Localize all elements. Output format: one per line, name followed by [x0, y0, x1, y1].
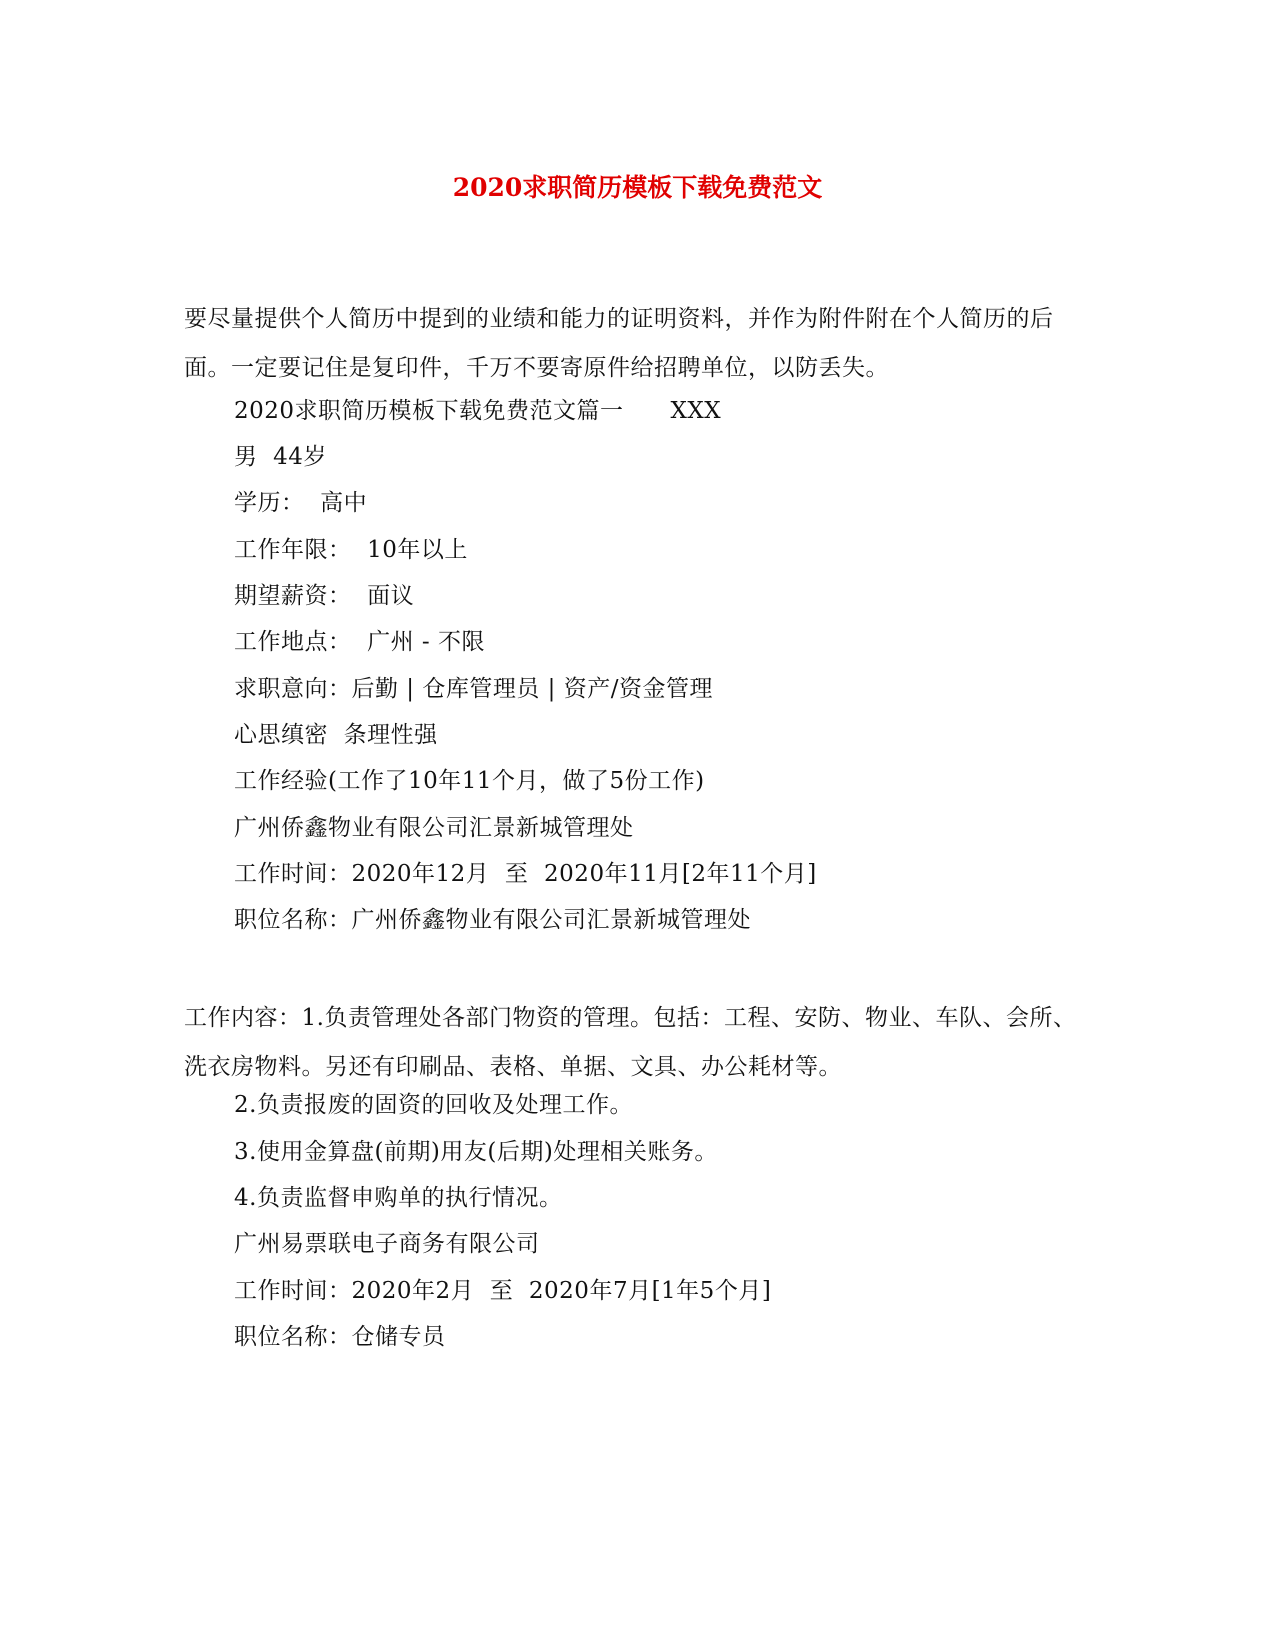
section-heading: 2020求职简历模板下载免费范文篇一 XXX — [234, 398, 722, 424]
education: 学历： 高中 — [234, 490, 368, 516]
job2-company: 广州易票联电子商务有限公司 — [234, 1231, 540, 1257]
experience-summary: 工作经验(工作了10年11个月，做了5份工作) — [234, 768, 705, 794]
job2-time: 工作时间：2020年2月 至 2020年7月[1年5个月] — [234, 1278, 772, 1304]
job1-duty-2: 2.负责报废的固资的回收及处理工作。 — [234, 1092, 633, 1118]
work-years: 工作年限： 10年以上 — [234, 537, 468, 563]
gender-age: 男 44岁 — [234, 444, 327, 470]
expected-salary: 期望薪资： 面议 — [234, 583, 415, 609]
document-title: 2020求职简历模板下载免费范文 — [452, 173, 823, 202]
job1-duty-4: 4.负责监督申购单的执行情况。 — [234, 1185, 563, 1211]
job-intention: 求职意向：后勤 | 仓库管理员 | 资产/资金管理 — [234, 676, 713, 702]
traits: 心思缜密 条理性强 — [234, 722, 438, 748]
job1-time: 工作时间：2020年12月 至 2020年11月[2年11个月] — [234, 861, 817, 887]
work-location: 工作地点： 广州 - 不限 — [234, 629, 486, 655]
job1-position: 职位名称：广州侨鑫物业有限公司汇景新城管理处 — [234, 907, 751, 933]
job2-position: 职位名称：仓储专员 — [234, 1324, 446, 1350]
intro-paragraph: 要尽量提供个人简历中提到的业绩和能力的证明资料，并作为附件附在个人简历的后面。一定要记住是复印件，千万不要寄原件给招聘单位，以防丢失。 — [184, 306, 1054, 381]
job1-company: 广州侨鑫物业有限公司汇景新城管理处 — [234, 815, 634, 841]
job1-duty-3: 3.使用金算盘(前期)用友(后期)处理相关账务。 — [234, 1139, 718, 1165]
job1-duty-1: 工作内容：1.负责管理处各部门物资的管理。包括：工程、安防、物业、车队、会所、洗衣房物料。另还有印刷品、表格、单据、文具、办公耗材等。 — [184, 1005, 1077, 1080]
